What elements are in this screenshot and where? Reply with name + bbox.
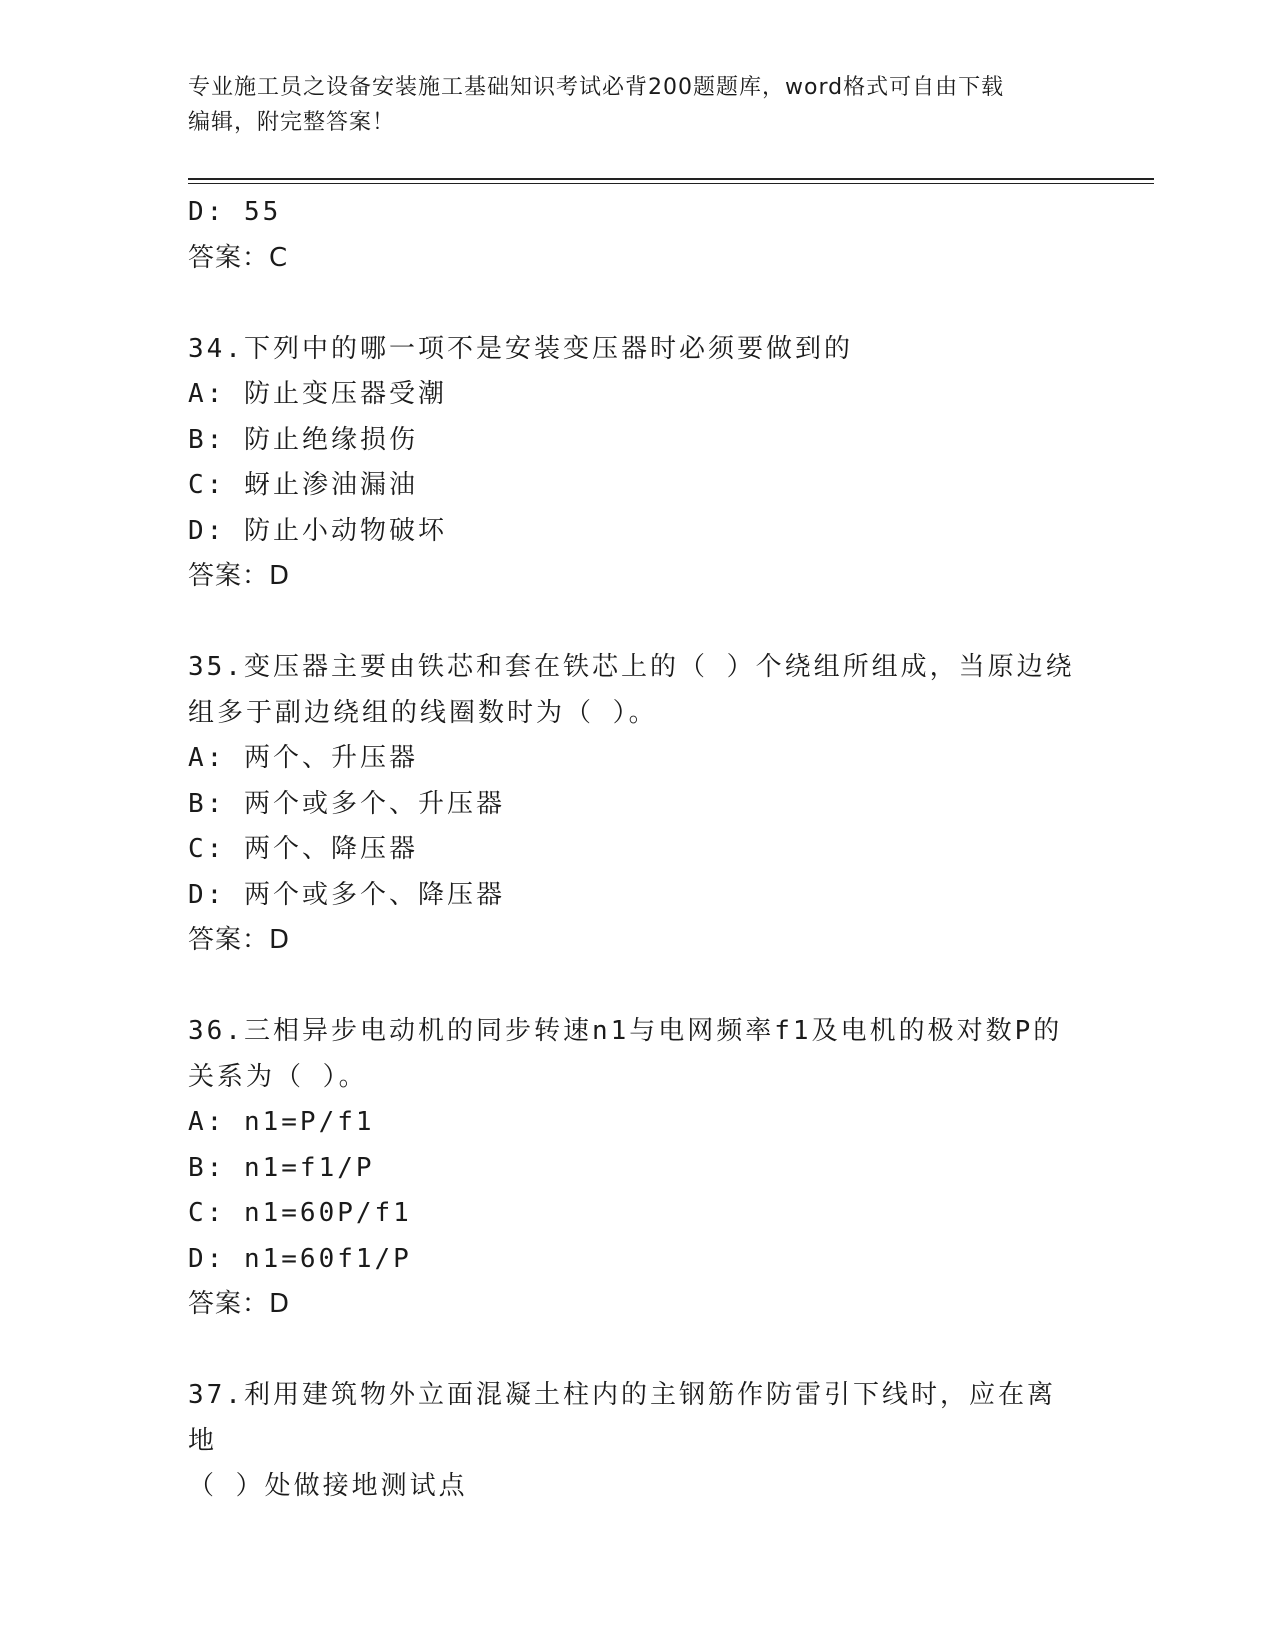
option-a: A: n1=P/f1 [188, 1107, 375, 1137]
answer: 答案：D [188, 1289, 291, 1319]
question-stem: 34.下列中的哪一项不是安装变压器时必须要做到的 [188, 333, 853, 364]
question-35 [188, 645, 1088, 964]
header-line-2: 编辑，附完整答案！ [188, 110, 396, 135]
spacer [188, 964, 1088, 1010]
question-36 [188, 1009, 1088, 1328]
spacer [188, 1328, 1088, 1374]
question-stem-line-2: 组多于副边绕组的线圈数时为（ ）。 [188, 697, 658, 728]
question-stem-line-1: 36.三相异步电动机的同步转速n1与电网频率f1及电机的极对数P的 [188, 1016, 1063, 1046]
prev-answer: 答案：C [188, 242, 289, 273]
document-header [188, 70, 1088, 140]
option-b: B: n1=f1/P [188, 1152, 375, 1183]
option-c: C: 两个、降压器 [188, 834, 418, 864]
spacer [188, 600, 1088, 646]
header-rule-thick [188, 178, 1154, 180]
question-stem-line-2: 关系为（ ）。 [188, 1061, 368, 1092]
question-stem-line-1: 35.变压器主要由铁芯和套在铁芯上的（ ）个绕组所组成，当原边绕 [188, 652, 1075, 682]
prev-option-d: D: 55 [188, 197, 282, 227]
option-d: D: 防止小动物破坏 [188, 515, 447, 546]
option-c: C: n1=60P/f1 [188, 1198, 412, 1228]
option-b: B: 两个或多个、升压器 [188, 788, 505, 819]
answer: 答案：D [188, 925, 291, 955]
option-d: D: 两个或多个、降压器 [188, 879, 505, 910]
option-b: B: 防止绝缘损伤 [188, 424, 418, 455]
answer: 答案：D [188, 561, 291, 591]
question-stem-line-2: （ ）处做接地测试点 [188, 1471, 468, 1501]
page-content [188, 190, 1088, 1510]
option-a: A: 防止变压器受潮 [188, 379, 447, 409]
question-stem-line-1: 37.利用建筑物外立面混凝土柱内的主钢筋作防雷引下线时，应在离地 [188, 1380, 1056, 1456]
header-line-1: 专业施工员之设备安装施工基础知识考试必背200题题库，word格式可自由下载 [188, 75, 1005, 100]
question-37 [188, 1373, 1088, 1510]
question-34 [188, 327, 1088, 600]
option-c: C: 蚜止渗油漏油 [188, 470, 418, 500]
option-d: D: n1=60f1/P [188, 1243, 412, 1274]
header-rule-thin [188, 183, 1154, 184]
spacer [188, 281, 1088, 327]
option-a: A: 两个、升压器 [188, 743, 418, 773]
